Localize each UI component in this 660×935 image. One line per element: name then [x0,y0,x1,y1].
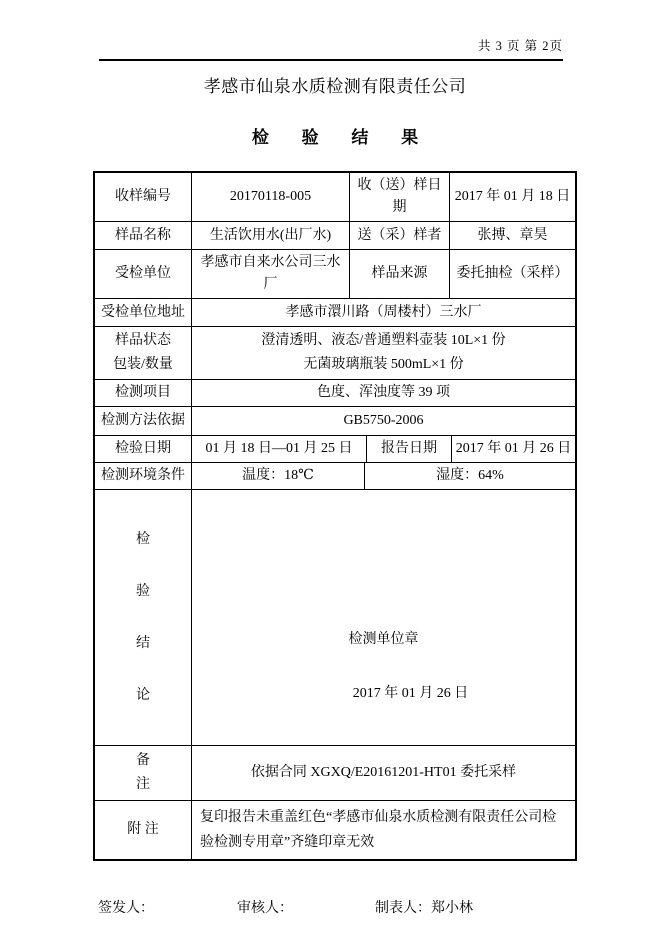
sample-state-value [192,327,575,379]
test-date-label: 检验日期 [95,436,192,462]
remark-label [95,746,192,800]
company-name: 孝感市仙泉水质检测有限责任公司 [203,77,467,96]
test-items-value: 色度、浑浊度等 39 项 [317,385,450,400]
page-number-header [99,36,563,61]
note-value: 复印报告未重盖红色“孝感市仙泉水质检测有限责任公司检验检测专用章”齐缝印章无效 [200,810,557,850]
sample-source-label: 样品来源 [350,250,450,298]
stamp-placeholder-text: 检测单位章 [348,632,419,647]
preparer-label: 制表人：郑小林 [375,901,473,916]
receive-date-value: 2017 年 01 月 18 日 [454,189,571,204]
sampler-value: 张搏、章昊 [477,227,548,243]
remark-value: 依据合同 XGXQ/E20161201-HT01 委托采样 [250,765,517,780]
sampler-label: 送（采）样者 [350,222,450,249]
remark-label-line1: 备 [136,753,150,768]
row-conclusion [95,490,575,746]
inspected-unit-value: 孝感市自来水公司三水厂 [192,250,350,298]
receive-date-label: 收（送）样日期 [350,173,450,221]
row-sample-no [95,173,575,222]
sample-state-value-line1: 澄清透明、液态/普通塑料壶装 10L×1 份 [261,333,506,348]
environment-label: 检测环境条件 [95,463,192,489]
sample-state-label [95,327,192,379]
conclusion-date: 2017 年 01 月 26 日 [352,686,469,701]
note-label: 附 注 [95,801,192,859]
unit-address-value: 孝感市澴川路（周楼村）三水厂 [285,304,482,320]
inspected-unit-label: 受检单位 [95,250,192,298]
test-items-label: 检测项目 [95,380,192,406]
report-table [93,171,577,861]
document-title: 检 验 结 果 [251,128,433,147]
document-content [93,68,577,917]
row-remark [95,746,575,801]
row-sample-name [95,222,575,250]
temperature-value: 温度：18℃ [192,463,365,489]
conclusion-label-char4: 论 [136,687,150,703]
sample-no-value: 20170118-005 [192,173,350,221]
conclusion-content [192,490,575,745]
conclusion-label [95,490,192,745]
issuer-label: 签发人： [98,901,154,916]
conclusion-label-char3: 结 [136,635,150,651]
sample-state-label-line2: 包装/数量 [113,357,173,372]
conclusion-label-char2: 验 [136,583,150,599]
sample-name-label: 样品名称 [95,222,192,249]
sample-no-label: 收样编号 [95,173,192,221]
remark-label-line2: 注 [136,777,150,792]
test-method-value: GB5750-2006 [343,413,424,428]
reviewer-label: 审核人： [237,901,293,916]
page-info: 共 3 页 第 2页 [477,39,563,53]
unit-address-label: 受检单位地址 [95,299,192,326]
sample-name-value: 生活饮用水(出厂水) [192,222,350,249]
signature-row [93,897,577,917]
test-date-value: 01 月 18 日—01 月 25 日 [192,436,367,462]
row-test-method [95,407,575,436]
row-unit-address [95,299,575,327]
sample-source-value: 委托抽检（采样） [456,266,569,281]
sample-state-label-line1: 样品状态 [115,333,171,348]
row-test-items [95,380,575,407]
test-method-label: 检测方法依据 [95,407,192,435]
sample-state-value-line2: 无菌玻璃瓶装 500mL×1 份 [303,357,464,372]
row-test-date [95,436,575,463]
conclusion-label-char1: 检 [136,531,150,547]
row-sample-state [95,327,575,380]
row-inspected-unit [95,250,575,299]
report-date-value: 2017 年 01 月 26 日 [455,441,572,456]
report-date-label: 报告日期 [367,436,452,462]
row-note [95,801,575,859]
row-environment [95,463,575,490]
humidity-value: 湿度：64% [436,468,504,483]
